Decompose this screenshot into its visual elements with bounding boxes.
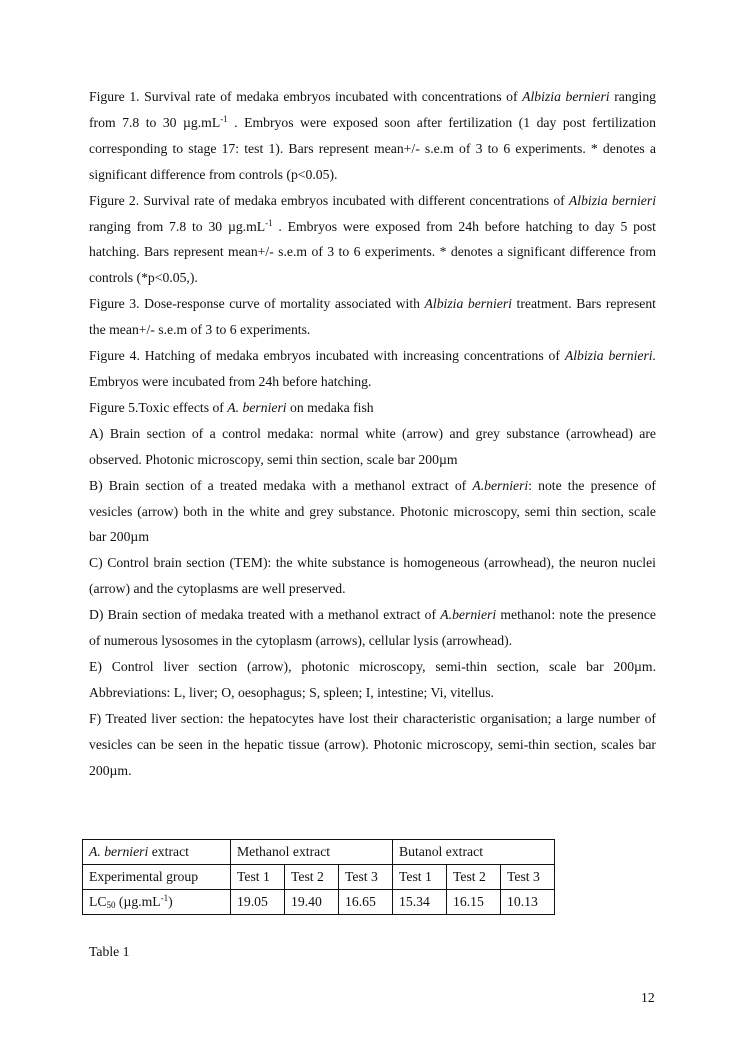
test-header: Test 3 xyxy=(339,865,393,890)
test-header: Test 1 xyxy=(231,865,285,890)
caption-figure-3: Figure 3. Dose-response curve of mortality associated with Albizia bernieri treatment. Bars represent the mean+/- s.e.m of 3 to 6 experiments. xyxy=(89,296,656,338)
page-number: 12 xyxy=(641,990,655,1005)
table-row xyxy=(83,865,555,890)
lc50-value: 19.40 xyxy=(285,890,339,915)
lc50-value: 15.34 xyxy=(393,890,447,915)
caption-part-b: B) Brain section of a treated medaka with a methanol extract of A.bernieri: note the presence of vesicles (arrow) both in the white and grey substance. Photonic microscopy, semi thin section, scale bar 200µm xyxy=(89,477,656,545)
caption-figure-2: Figure 2. Survival rate of medaka embryos incubated with different concentrations of Albizia bernieri ranging from 7.8 to 30 $\mu g.mL^{-1}$ . Embryos were exposed from 24h before hatching to day 5 post hatching. Bars represent mean+/- s.e.m of 3 to 6 experiments. * denotes a significant difference from controls (*p<0.05,). xyxy=(89,192,656,286)
test-header: Test 3 xyxy=(501,865,555,890)
caption-figure-1: Figure 1. Survival rate of medaka embryos incubated with concentrations of Albizia bernieri ranging from 7.8 to 30 $\mu g.mL^{-1}$ . Embryos were exposed soon after fertilization (1 day post fertilization corresponding to stage 17: test 1). Bars represent mean+/- s.e.m of 3 to 6 experiments. * denotes a significant difference from controls (p<0.05). xyxy=(89,89,657,182)
lc50-value: 16.15 xyxy=(447,890,501,915)
methanol-extract-header: Methanol extract xyxy=(231,840,393,865)
test-header: Test 2 xyxy=(447,865,501,890)
experimental-group-label: Experimental group xyxy=(83,865,231,890)
test-header: Test 1 xyxy=(393,865,447,890)
butanol-extract-header: Butanol extract xyxy=(393,840,555,865)
extract-header-cell: A. bernieri extract xyxy=(83,840,231,865)
caption-part-f: F) Treated liver section: the hepatocytes have lost their characteristic organisation; a large number of vesicles can be seen in the hepatic tissue (arrow). Photonic microscopy, semi-thin section, scales bar 200µm. xyxy=(89,710,656,778)
caption-part-a: A) Brain section of a control medaka: normal white (arrow) and grey substance (arrowhead) are observed. Photonic microscopy, semi thin section, scale bar 200µm xyxy=(89,425,656,467)
caption-figure-4: Figure 4. Hatching of medaka embryos incubated with increasing concentrations of Albizia bernieri. Embryos were incubated from 24h before hatching. xyxy=(89,348,656,389)
caption-figure-5: Figure 5.Toxic effects of A. bernieri on medaka fish xyxy=(89,399,374,415)
figure-captions xyxy=(89,84,656,783)
lc50-value: 19.05 xyxy=(231,890,285,915)
lc50-value: 10.13 xyxy=(501,890,555,915)
lc50-label: $LC_{50}$ $(\mu g.mL^{-1})$ xyxy=(83,890,231,915)
caption-part-e: E) Control liver section (arrow), photonic microscopy, semi-thin section, scale bar 200µm. Abbreviations: L, liver; O, oesophagus; S, spleen; I, intestine; Vi, vitellus. xyxy=(89,658,656,700)
table-row xyxy=(83,890,555,915)
table-caption: Table 1 xyxy=(89,944,130,959)
lc50-value: 16.65 xyxy=(339,890,393,915)
lc50-table xyxy=(82,839,555,915)
table-header-row xyxy=(83,840,555,865)
test-header: Test 2 xyxy=(285,865,339,890)
caption-part-d: D) Brain section of medaka treated with a methanol extract of A.bernieri methanol: note the presence of numerous lysosomes in the cytoplasm (arrows), cellular lysis (arrowhead). xyxy=(89,607,656,649)
caption-part-c: C) Control brain section (TEM): the white substance is homogeneous (arrowhead), the neuron nuclei (arrow) and the cytoplasms are well preserved. xyxy=(89,555,656,597)
